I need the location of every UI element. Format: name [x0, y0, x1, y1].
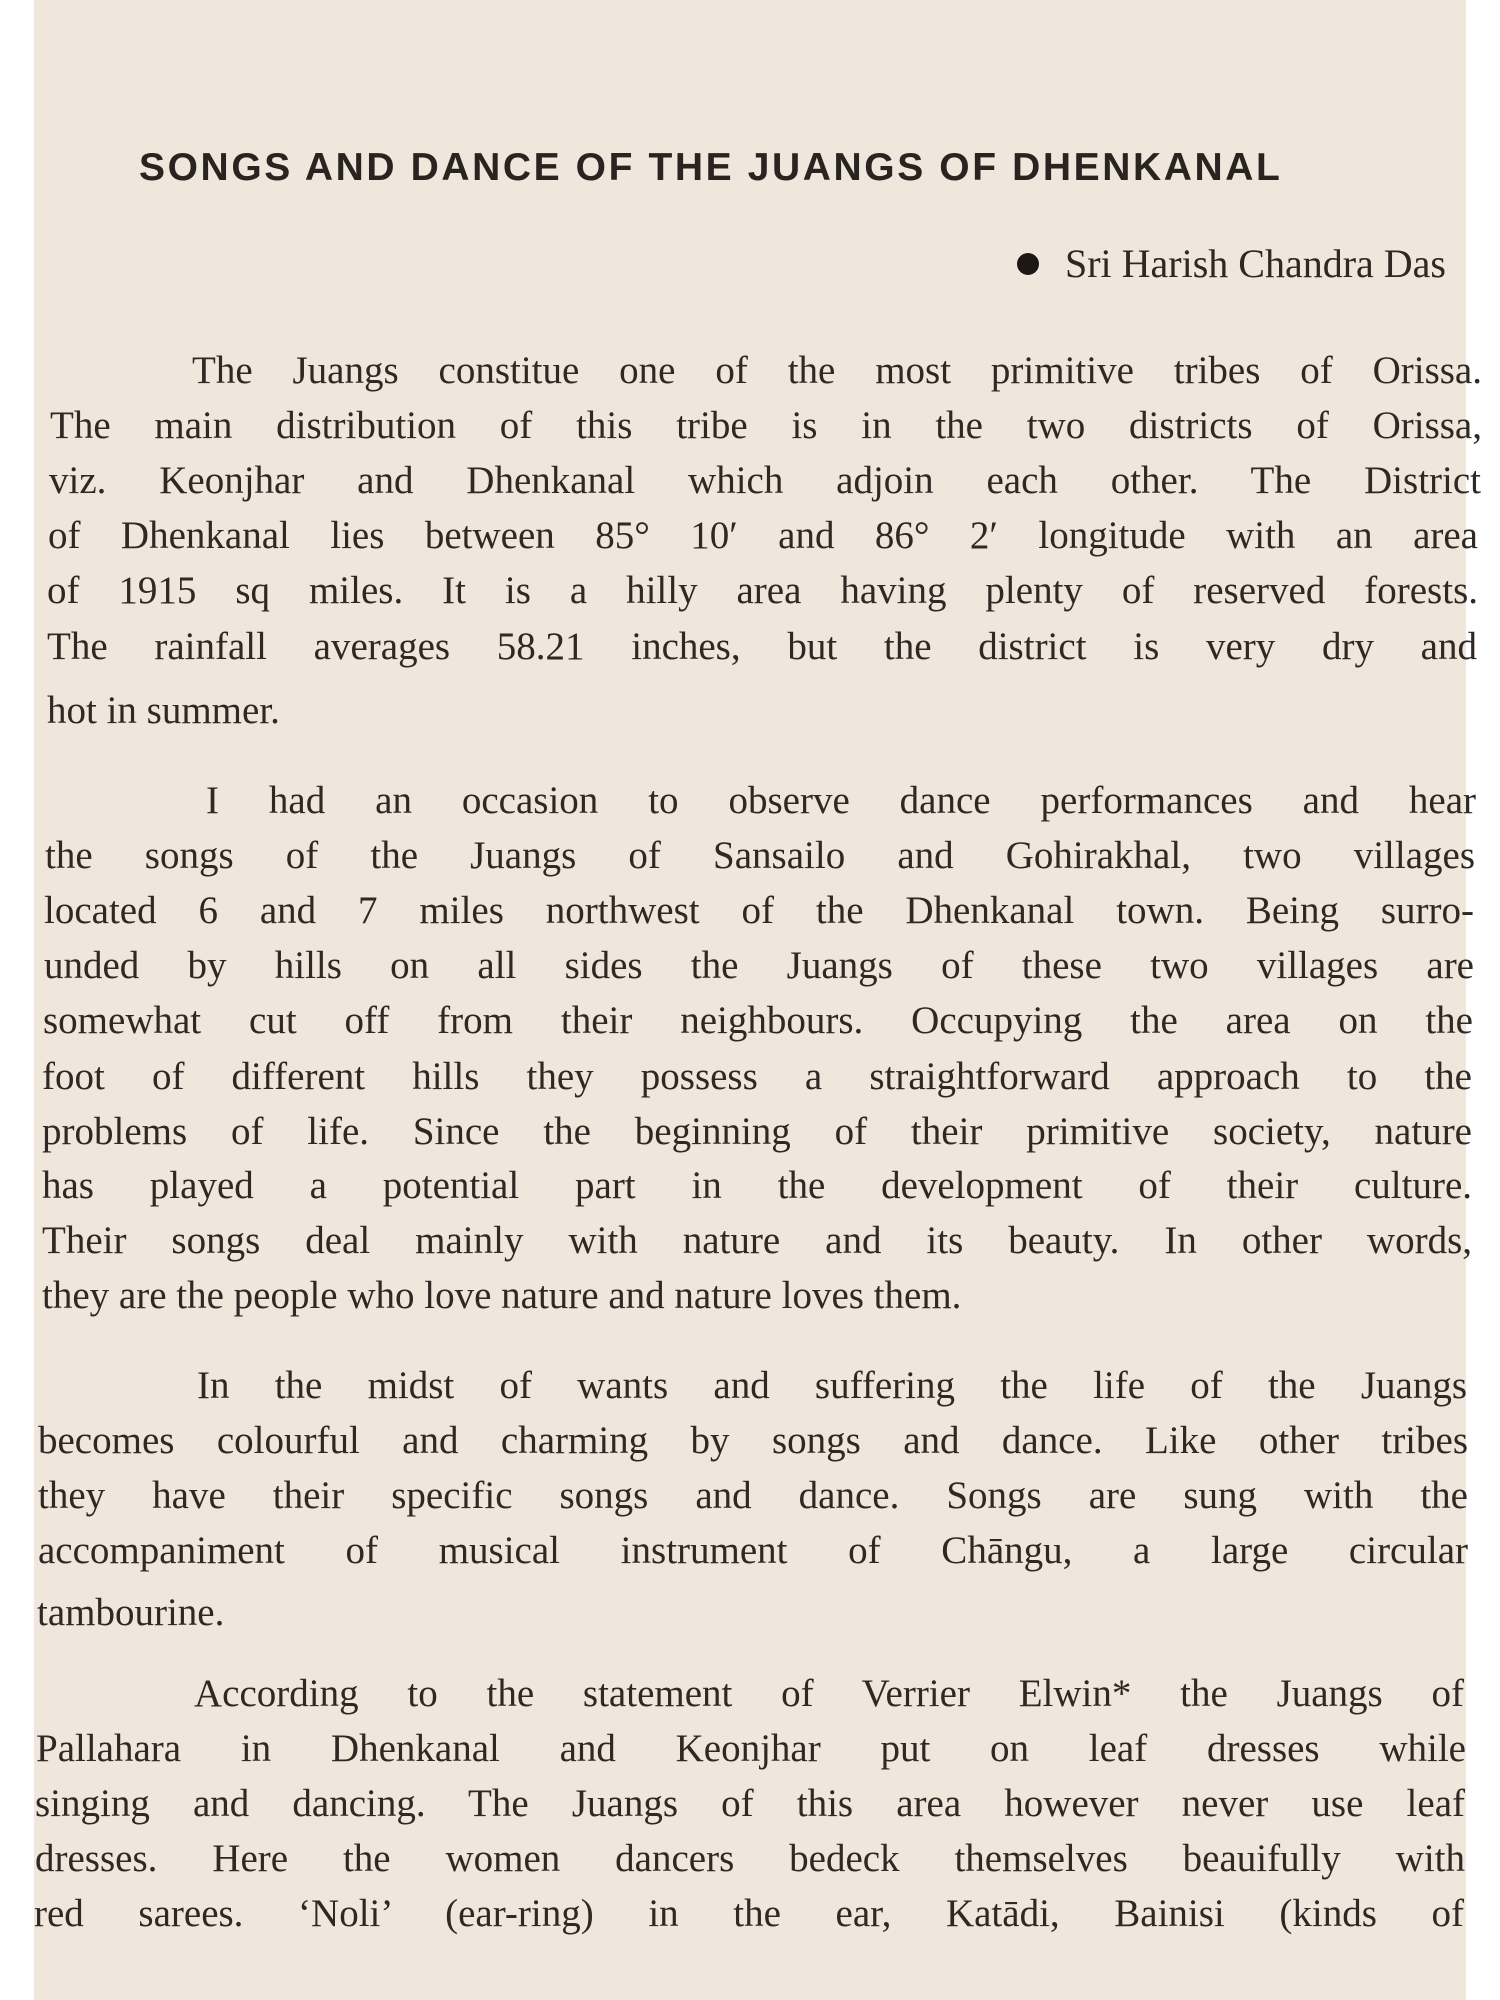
bullet-icon	[1017, 253, 1039, 275]
text-line: has played a potential part in the development of their culture.	[42, 1164, 1472, 1207]
text-line: tambourine.	[37, 1591, 225, 1634]
text-line: somewhat cut off from their neighbours. Occupying the area on the	[43, 999, 1473, 1042]
text-line: becomes colourful and charming by songs and dance. Like other tribes	[38, 1419, 1468, 1462]
text-line: the songs of the Juangs of Sansailo and Gohirakhal, two villages	[45, 834, 1475, 877]
article-title: SONGS AND DANCE OF THE JUANGS OF DHENKANAL	[139, 146, 1283, 189]
text-line: of 1915 sq miles. It is a hilly area having plenty of reserved forests.	[47, 569, 1478, 612]
text-line: accompaniment of musical instrument of Chāngu, a large circular	[38, 1529, 1468, 1572]
text-line: problems of life. Since the beginning of their primitive society, nature	[42, 1110, 1472, 1153]
text-line: foot of different hills they possess a straightforward approach to the	[42, 1055, 1472, 1098]
text-line: Their songs deal mainly with nature and its beauty. In other words,	[42, 1219, 1472, 1262]
text-line: I had an occasion to observe dance performances and hear	[206, 779, 1476, 822]
text-line: unded by hills on all sides the Juangs of these two villages are	[44, 944, 1474, 987]
author-name: Sri Harish Chandra Das	[1064, 241, 1446, 286]
text-line: singing and dancing. The Juangs of this area however never use leaf	[35, 1782, 1465, 1825]
text-line: of Dhenkanal lies between 85° 10′ and 86° 2′ longitude with an area	[48, 514, 1478, 557]
text-line: they are the people who love nature and nature loves them.	[42, 1274, 962, 1317]
text-line: According to the statement of Verrier Elwin* the Juangs of	[194, 1672, 1464, 1715]
author-byline	[1017, 240, 1446, 287]
text-line: hot in summer.	[47, 689, 280, 732]
text-line: The Juangs constitue one of the most primitive tribes of Orissa.	[192, 349, 1482, 392]
text-line: The main distribution of this tribe is in the two districts of Orissa,	[50, 404, 1482, 447]
text-line: they have their specific songs and dance. Songs are sung with the	[38, 1474, 1468, 1517]
scanned-page	[34, 0, 1482, 2000]
text-line: located 6 and 7 miles northwest of the Dhenkanal town. Being surro-	[44, 889, 1474, 932]
text-line: viz. Keonjhar and Dhenkanal which adjoin each other. The District	[49, 459, 1481, 502]
text-line: dresses. Here the women dancers bedeck themselves beauifully with	[35, 1837, 1465, 1880]
text-line: Pallahara in Dhenkanal and Keonjhar put on leaf dresses while	[36, 1727, 1466, 1770]
text-line: In the midst of wants and suffering the life of the Juangs	[197, 1364, 1467, 1407]
text-line: The rainfall averages 58.21 inches, but the district is very dry and	[47, 625, 1477, 668]
text-line: red sarees. ‘Noli’ (ear-ring) in the ear, Katādi, Bainisi (kinds of	[34, 1892, 1464, 1935]
